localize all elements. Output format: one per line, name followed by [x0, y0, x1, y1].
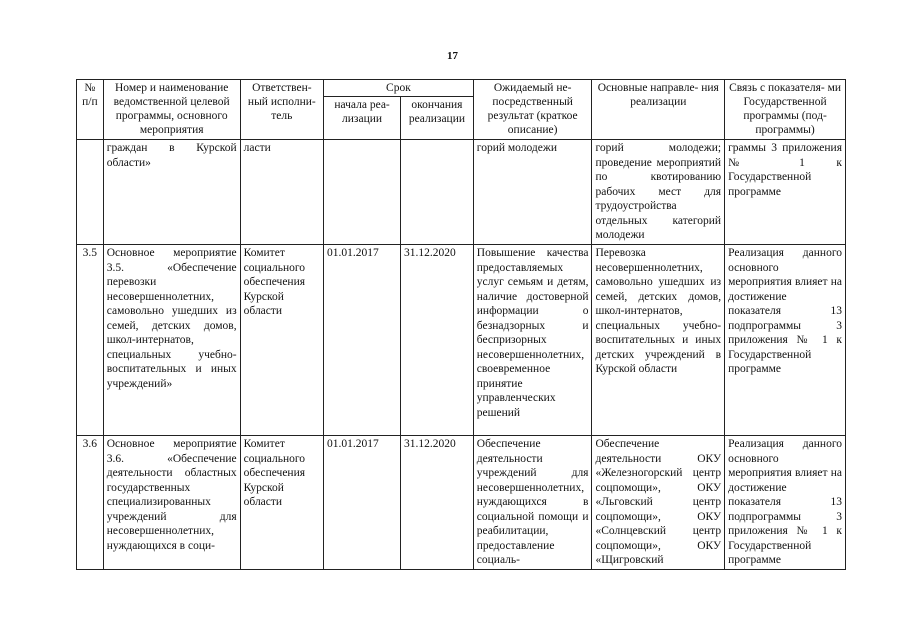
row-name: граждан в Курской области» — [103, 140, 240, 245]
header-row — [77, 80, 846, 97]
row-link: Реализация данного основного мероприятия влияет на достижение показателя 13 подпрограммы 3 приложения № 1 к Государственной программе — [725, 436, 846, 570]
row-directions: Обеспечение деятельности ОКУ «Железногорский центр соцпомощи», ОКУ «Льговский центр соцпомощи», ОКУ «Солнцевский центр соцпомощи», ОКУ «Щигровский — [592, 436, 725, 570]
header-name: Номер и наименование ведомственной целевой программы, основного мероприятия — [103, 80, 240, 140]
table-row — [77, 245, 846, 436]
row-link: Реализация данного основного мероприятия влияет на достижение показателя 13 подпрограммы 3 приложения № 1 к Государственной программе — [725, 245, 846, 436]
row-num: 3.5 — [77, 245, 104, 436]
header-result: Ожидаемый не- посредственный результат (краткое описание) — [473, 80, 592, 140]
table-row — [77, 140, 846, 245]
row-result: горий молодежи — [473, 140, 592, 245]
page-number: 17 — [447, 50, 458, 62]
row-name: Основное мероприятие 3.5. «Обеспечение перевозки несовершеннолетних, самовольно ушедших из семей, детских домов, школ-интернатов, специальных учебно-воспитательных и иных учреждений» — [103, 245, 240, 436]
row-directions: горий молодежи; проведение мероприятий по квотированию рабочих мест для трудоустройства отдельных категорий молодежи — [592, 140, 725, 245]
table-row — [77, 436, 846, 570]
program-table — [76, 79, 846, 570]
header-start: начала реа- лизации — [324, 97, 401, 140]
row-directions: Перевозка несовершеннолетних, самовольно ушедших из семей, детских домов, школ-интернатов, специальных учебно-воспитательных и иных детских учреждений в Курской области — [592, 245, 725, 436]
header-directions: Основные направле- ния реализации — [592, 80, 725, 140]
row-end: 31.12.2020 — [401, 245, 474, 436]
row-responsible: Комитет социального обеспечения Курской области — [240, 245, 323, 436]
header-link: Связь с показателя- ми Государственной программы (под- программы) — [725, 80, 846, 140]
header-term: Срок — [324, 80, 474, 97]
row-responsible: Комитет социального обеспечения Курской области — [240, 436, 323, 570]
row-result: Повышение качества предоставляемых услуг семьям и детям, наличие достоверной информации о безнадзорных и беспризорных несовершеннолетних, своевременное принятие управленческих решений — [473, 245, 592, 436]
row-responsible: ласти — [240, 140, 323, 245]
header-responsible: Ответствен- ный исполни- тель — [240, 80, 323, 140]
row-result: Обеспечение деятельности учреждений для несовершеннолетних, нуждающихся в социальной помощи и реабилитации, предоставление социаль- — [473, 436, 592, 570]
row-name: Основное мероприятие 3.6. «Обеспечение деятельности областных государственных специализированных учреждений для несовершеннолетних, нуждающихся в соци- — [103, 436, 240, 570]
row-start — [324, 140, 401, 245]
row-start: 01.01.2017 — [324, 245, 401, 436]
row-num: 3.6 — [77, 436, 104, 570]
row-end — [401, 140, 474, 245]
row-end: 31.12.2020 — [401, 436, 474, 570]
row-num — [77, 140, 104, 245]
header-end: окончания реализации — [401, 97, 474, 140]
header-num: № п/п — [77, 80, 104, 140]
row-link: граммы 3 приложения № 1 к Государственной программе — [725, 140, 846, 245]
row-start: 01.01.2017 — [324, 436, 401, 570]
